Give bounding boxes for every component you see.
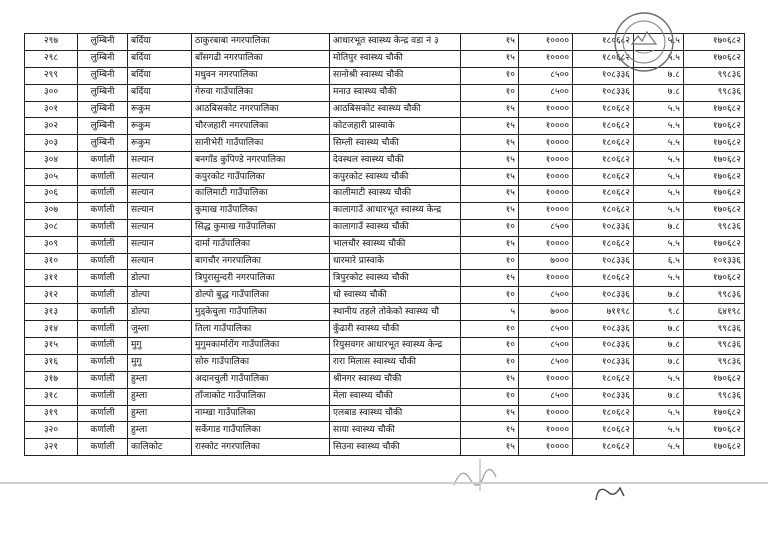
total-cell: १८०६८२ <box>573 236 634 253</box>
amount-cell: १७०६८२ <box>684 169 745 186</box>
count-cell: १० <box>461 338 519 355</box>
province-cell: कर्णाली <box>78 253 128 270</box>
district-cell: बर्दिया <box>128 50 192 67</box>
serial-number-cell: ३०३ <box>25 135 78 152</box>
serial-number-cell: ३०१ <box>25 101 78 118</box>
table-row <box>25 236 745 253</box>
province-cell: कर्णाली <box>78 236 128 253</box>
amount-cell: १७०६८२ <box>684 101 745 118</box>
province-cell: लुम्बिनी <box>78 118 128 135</box>
local-level-cell: सानीभेरी गाउँपालिका <box>192 135 330 152</box>
serial-number-cell: ३०२ <box>25 118 78 135</box>
local-level-cell: मुगुमकार्मारोंग गाउँपालिका <box>192 338 330 355</box>
facility-cell: साया स्वास्थ्य चौकी <box>330 422 461 439</box>
facility-cell: कोटजहारी प्रास्वाके <box>330 118 461 135</box>
table-row <box>25 118 745 135</box>
count-cell: १५ <box>461 50 519 67</box>
rate-cell: १०००० <box>519 186 573 203</box>
district-cell: हुम्ला <box>128 371 192 388</box>
local-level-cell: तिला गाउँपालिका <box>192 321 330 338</box>
rate-cell: ८५०० <box>519 388 573 405</box>
serial-number-cell: ३१२ <box>25 287 78 304</box>
amount-cell: १७०६८२ <box>684 34 745 51</box>
total-cell: १८०६८२ <box>573 152 634 169</box>
district-cell: बर्दिया <box>128 84 192 101</box>
total-cell: १८०६८२ <box>573 202 634 219</box>
facility-cell: कुँढारी स्वास्थ्य चौकी <box>330 321 461 338</box>
total-cell: १८०६८२ <box>573 371 634 388</box>
local-level-cell: अदानचुली गाउँपालिका <box>192 371 330 388</box>
amount-cell: १७०६८२ <box>684 50 745 67</box>
factor-cell: ७.८ <box>634 338 684 355</box>
facility-cell: मोतिपुर स्वास्थ्य चौकी <box>330 50 461 67</box>
rate-cell: ८५०० <box>519 287 573 304</box>
total-cell: १०८३३६ <box>573 67 634 84</box>
total-cell: १८०६८२ <box>573 439 634 456</box>
factor-cell: ६.५ <box>634 253 684 270</box>
total-cell: १०८३३६ <box>573 253 634 270</box>
count-cell: १५ <box>461 439 519 456</box>
table-row <box>25 338 745 355</box>
amount-cell: ९९८३६ <box>684 388 745 405</box>
count-cell: १५ <box>461 135 519 152</box>
amount-cell: १७०६८२ <box>684 371 745 388</box>
local-level-cell: चौरजहारी नगरपालिका <box>192 118 330 135</box>
count-cell: १५ <box>461 152 519 169</box>
district-cell: डोल्पा <box>128 287 192 304</box>
province-cell: कर्णाली <box>78 321 128 338</box>
total-cell: १८०६८२ <box>573 118 634 135</box>
district-cell: सल्यान <box>128 152 192 169</box>
count-cell: १५ <box>461 169 519 186</box>
local-level-cell: आठबिसकोट नगरपालिका <box>192 101 330 118</box>
factor-cell: ७.८ <box>634 219 684 236</box>
province-cell: लुम्बिनी <box>78 84 128 101</box>
total-cell: १०८३३६ <box>573 84 634 101</box>
district-cell: सल्यान <box>128 236 192 253</box>
factor-cell: ५.५ <box>634 236 684 253</box>
count-cell: १५ <box>461 118 519 135</box>
factor-cell: ५.५ <box>634 186 684 203</box>
local-level-cell: सोरु गाउँपालिका <box>192 354 330 371</box>
table-row <box>25 186 745 203</box>
local-level-cell: कालिमाटी गाउँपालिका <box>192 186 330 203</box>
facility-cell: कालागाउँ स्वास्थ्य चौकी <box>330 219 461 236</box>
page-divider <box>0 482 768 484</box>
table-body <box>25 34 745 456</box>
count-cell: १५ <box>461 371 519 388</box>
province-cell: कर्णाली <box>78 287 128 304</box>
amount-cell: १७०६८२ <box>684 202 745 219</box>
rate-cell: १०००० <box>519 101 573 118</box>
facility-cell: आठबिसकोट स्वास्थ्य चौकी <box>330 101 461 118</box>
facility-cell: कालागाउँ आधारभूत स्वास्थ्य केन्द्र <box>330 202 461 219</box>
rate-cell: १०००० <box>519 135 573 152</box>
factor-cell: ५.५ <box>634 371 684 388</box>
province-cell: कर्णाली <box>78 388 128 405</box>
amount-cell: ९९८३६ <box>684 338 745 355</box>
rate-cell: १०००० <box>519 202 573 219</box>
count-cell: १५ <box>461 101 519 118</box>
district-cell: हुम्ला <box>128 388 192 405</box>
facility-cell: धारमारे प्रास्वाके <box>330 253 461 270</box>
serial-number-cell: ३०० <box>25 84 78 101</box>
facility-cell: कालीमाटी स्वास्थ्य चौकी <box>330 186 461 203</box>
count-cell: १५ <box>461 34 519 51</box>
total-cell: १८०६८२ <box>573 50 634 67</box>
facility-cell: मेला स्वास्थ्य चौकी <box>330 388 461 405</box>
province-cell: कर्णाली <box>78 270 128 287</box>
factor-cell: ९.८ <box>634 304 684 321</box>
serial-number-cell: ३१५ <box>25 338 78 355</box>
factor-cell: ५.५ <box>634 34 684 51</box>
table-row <box>25 304 745 321</box>
serial-number-cell: ३१० <box>25 253 78 270</box>
province-cell: कर्णाली <box>78 354 128 371</box>
total-cell: १८०६८२ <box>573 405 634 422</box>
district-cell: हुम्ला <box>128 405 192 422</box>
rate-cell: ८५०० <box>519 321 573 338</box>
factor-cell: ७.८ <box>634 321 684 338</box>
amount-cell: १७०६८२ <box>684 439 745 456</box>
province-cell: कर्णाली <box>78 219 128 236</box>
total-cell: १८०६८२ <box>573 101 634 118</box>
allocation-table <box>24 33 745 456</box>
total-cell: ७११९८ <box>573 304 634 321</box>
count-cell: १० <box>461 219 519 236</box>
serial-number-cell: ३०८ <box>25 219 78 236</box>
province-cell: कर्णाली <box>78 405 128 422</box>
total-cell: १०८३३६ <box>573 287 634 304</box>
rate-cell: १०००० <box>519 50 573 67</box>
table-row <box>25 388 745 405</box>
province-cell: लुम्बिनी <box>78 67 128 84</box>
rate-cell: १०००० <box>519 422 573 439</box>
factor-cell: ५.५ <box>634 405 684 422</box>
rate-cell: १०००० <box>519 405 573 422</box>
serial-number-cell: २९७ <box>25 34 78 51</box>
serial-number-cell: ३०४ <box>25 152 78 169</box>
table-row <box>25 219 745 236</box>
province-cell: लुम्बिनी <box>78 34 128 51</box>
count-cell: १५ <box>461 405 519 422</box>
total-cell: १०८३३६ <box>573 338 634 355</box>
rate-cell: १०००० <box>519 236 573 253</box>
table-row <box>25 135 745 152</box>
count-cell: १० <box>461 253 519 270</box>
facility-cell: भालचौर स्वास्थ्य चौकी <box>330 236 461 253</box>
province-cell: कर्णाली <box>78 202 128 219</box>
rate-cell: १०००० <box>519 118 573 135</box>
count-cell: १५ <box>461 270 519 287</box>
facility-cell: सिम्ली स्वास्थ्य चौकी <box>330 135 461 152</box>
table-row <box>25 405 745 422</box>
serial-number-cell: ३२० <box>25 422 78 439</box>
serial-number-cell: ३०५ <box>25 169 78 186</box>
factor-cell: ७.८ <box>634 388 684 405</box>
official-seal-stamp <box>612 10 676 74</box>
serial-number-cell: ३०७ <box>25 202 78 219</box>
table-row <box>25 354 745 371</box>
amount-cell: १७०६८२ <box>684 270 745 287</box>
facility-cell: कपुरकोट स्वास्थ्य चौकी <box>330 169 461 186</box>
district-cell: जुम्ला <box>128 321 192 338</box>
amount-cell: १७०६८२ <box>684 422 745 439</box>
factor-cell: ५.५ <box>634 101 684 118</box>
district-cell: सल्यान <box>128 186 192 203</box>
serial-number-cell: ३१७ <box>25 371 78 388</box>
local-level-cell: मुड्केचुला गाउँपालिका <box>192 304 330 321</box>
local-level-cell: बागचौर नगरपालिका <box>192 253 330 270</box>
total-cell: १८०६८२ <box>573 270 634 287</box>
total-cell: १०८३३६ <box>573 354 634 371</box>
district-cell: मुगु <box>128 338 192 355</box>
facility-cell: एलबाड स्वास्थ्य चौकी <box>330 405 461 422</box>
total-cell: १८०६८२ <box>573 169 634 186</box>
local-level-cell: डोल्पो बुद्ध गाउँपालिका <box>192 287 330 304</box>
table-row <box>25 287 745 304</box>
rate-cell: ८५०० <box>519 84 573 101</box>
rate-cell: ८५०० <box>519 354 573 371</box>
factor-cell: ५.५ <box>634 152 684 169</box>
serial-number-cell: ३११ <box>25 270 78 287</box>
table-row <box>25 152 745 169</box>
district-cell: बर्दिया <box>128 34 192 51</box>
count-cell: १५ <box>461 186 519 203</box>
factor-cell: ५.५ <box>634 135 684 152</box>
facility-cell: रियुसवगर आधारभूत स्वास्थ्य केन्द्र <box>330 338 461 355</box>
factor-cell: ७.८ <box>634 84 684 101</box>
factor-cell: ५.५ <box>634 118 684 135</box>
table-row <box>25 84 745 101</box>
serial-number-cell: ३१६ <box>25 354 78 371</box>
rate-cell: १०००० <box>519 34 573 51</box>
signature-mark <box>450 455 510 495</box>
amount-cell: १७०६८२ <box>684 186 745 203</box>
factor-cell: ५.५ <box>634 169 684 186</box>
serial-number-cell: २९९ <box>25 67 78 84</box>
count-cell: १५ <box>461 236 519 253</box>
table-row <box>25 101 745 118</box>
facility-cell: श्रीनगर स्वास्थ्य चौकी <box>330 371 461 388</box>
rate-cell: १०००० <box>519 152 573 169</box>
factor-cell: ५.५ <box>634 202 684 219</box>
facility-cell: त्रिपुरकोट स्वास्थ्य चौकी <box>330 270 461 287</box>
total-cell: १०८३३६ <box>573 388 634 405</box>
amount-cell: १७०६८२ <box>684 152 745 169</box>
serial-number-cell: ३०६ <box>25 186 78 203</box>
amount-cell: ९९८३६ <box>684 321 745 338</box>
facility-cell: आधारभूत स्वास्थ्य केन्द्र वडा नं ३ <box>330 34 461 51</box>
total-cell: १८०६८२ <box>573 135 634 152</box>
district-cell: बर्दिया <box>128 67 192 84</box>
amount-cell: ६४१९८ <box>684 304 745 321</box>
facility-cell: रारा मिलास स्वास्थ्य चौकी <box>330 354 461 371</box>
rate-cell: १०००० <box>519 270 573 287</box>
amount-cell: १७०६८२ <box>684 405 745 422</box>
province-cell: कर्णाली <box>78 422 128 439</box>
province-cell: लुम्बिनी <box>78 135 128 152</box>
table-row <box>25 371 745 388</box>
local-level-cell: मधुवन नगरपालिका <box>192 67 330 84</box>
facility-cell: सिउना स्वास्थ्य चौकी <box>330 439 461 456</box>
table-row <box>25 422 745 439</box>
count-cell: १० <box>461 321 519 338</box>
local-level-cell: रास्कोट नगरपालिका <box>192 439 330 456</box>
serial-number-cell: ३२१ <box>25 439 78 456</box>
serial-number-cell: २९८ <box>25 50 78 67</box>
count-cell: १० <box>461 388 519 405</box>
total-cell: १८०६८२ <box>573 422 634 439</box>
factor-cell: ५.५ <box>634 439 684 456</box>
province-cell: कर्णाली <box>78 338 128 355</box>
rate-cell: १०००० <box>519 169 573 186</box>
count-cell: १० <box>461 84 519 101</box>
serial-number-cell: ३०९ <box>25 236 78 253</box>
province-cell: कर्णाली <box>78 371 128 388</box>
total-cell: १०८३३६ <box>573 219 634 236</box>
district-cell: मुगु <box>128 354 192 371</box>
province-cell: कर्णाली <box>78 186 128 203</box>
local-level-cell: ठाकुरबाबा नगरपालिका <box>192 34 330 51</box>
amount-cell: १०१३३६ <box>684 253 745 270</box>
rate-cell: ८५०० <box>519 219 573 236</box>
facility-cell: स्थानीय तहले तोकेको स्वास्थ्य चौ <box>330 304 461 321</box>
local-level-cell: सर्केगाड गाउँपालिका <box>192 422 330 439</box>
amount-cell: ९९८३६ <box>684 84 745 101</box>
serial-number-cell: ३१९ <box>25 405 78 422</box>
province-cell: कर्णाली <box>78 439 128 456</box>
district-cell: रूकुम <box>128 118 192 135</box>
table-row <box>25 169 745 186</box>
table-row <box>25 202 745 219</box>
local-level-cell: बनगाँड कुपिण्डे नगरपालिका <box>192 152 330 169</box>
amount-cell: १७०६८२ <box>684 118 745 135</box>
district-cell: डोल्पा <box>128 304 192 321</box>
facility-cell: मनाउ स्वास्थ्य चौकी <box>330 84 461 101</box>
district-cell: कालिकोट <box>128 439 192 456</box>
count-cell: ५ <box>461 304 519 321</box>
total-cell: १८०६८२ <box>573 186 634 203</box>
factor-cell: ५.५ <box>634 422 684 439</box>
district-cell: डोल्पा <box>128 270 192 287</box>
amount-cell: १७०६८२ <box>684 236 745 253</box>
district-cell: हुम्ला <box>128 422 192 439</box>
rate-cell: ८५०० <box>519 67 573 84</box>
serial-number-cell: ३१४ <box>25 321 78 338</box>
facility-cell: धो स्वास्थ्य चौकी <box>330 287 461 304</box>
province-cell: लुम्बिनी <box>78 101 128 118</box>
facility-cell: देवस्थल स्वास्थ्य चौकी <box>330 152 461 169</box>
amount-cell: ९९८३६ <box>684 287 745 304</box>
rate-cell: १०००० <box>519 371 573 388</box>
amount-cell: ९९८३६ <box>684 67 745 84</box>
table-row <box>25 270 745 287</box>
district-cell: रूकुम <box>128 101 192 118</box>
factor-cell: ७.८ <box>634 287 684 304</box>
local-level-cell: कपुरकोट गाउँपालिका <box>192 169 330 186</box>
table-row <box>25 253 745 270</box>
district-cell: सल्यान <box>128 169 192 186</box>
local-level-cell: गेरुवा गाउँपालिका <box>192 84 330 101</box>
count-cell: १५ <box>461 202 519 219</box>
province-cell: कर्णाली <box>78 152 128 169</box>
amount-cell: ९९८३६ <box>684 219 745 236</box>
serial-number-cell: ३१८ <box>25 388 78 405</box>
local-level-cell: त्रिपुरासुन्दरी नगरपालिका <box>192 270 330 287</box>
district-cell: सल्यान <box>128 219 192 236</box>
facility-cell: सानोश्री स्वास्थ्य चौकी <box>330 67 461 84</box>
total-cell: १०८३३६ <box>573 321 634 338</box>
local-level-cell: सिद्ध कुमाख गाउँपालिका <box>192 219 330 236</box>
factor-cell: ७.८ <box>634 354 684 371</box>
count-cell: १० <box>461 287 519 304</box>
factor-cell: ५.५ <box>634 50 684 67</box>
count-cell: १० <box>461 354 519 371</box>
count-cell: १५ <box>461 422 519 439</box>
amount-cell: ९९८३६ <box>684 354 745 371</box>
district-cell: रूकुम <box>128 135 192 152</box>
district-cell: सल्यान <box>128 253 192 270</box>
province-cell: कर्णाली <box>78 304 128 321</box>
local-level-cell: नाम्खा गाउँपालिका <box>192 405 330 422</box>
total-cell: १८०६८२ <box>573 34 634 51</box>
district-cell: सल्यान <box>128 202 192 219</box>
factor-cell: ५.५ <box>634 270 684 287</box>
rate-cell: ७००० <box>519 253 573 270</box>
rate-cell: ८५०० <box>519 338 573 355</box>
local-level-cell: दार्मा गाउँपालिका <box>192 236 330 253</box>
province-cell: कर्णाली <box>78 169 128 186</box>
count-cell: १० <box>461 67 519 84</box>
amount-cell: १७०६८२ <box>684 135 745 152</box>
local-level-cell: बाँसगढी नगरपालिका <box>192 50 330 67</box>
table-row <box>25 321 745 338</box>
table-row <box>25 439 745 456</box>
factor-cell: ७.८ <box>634 67 684 84</box>
rate-cell: १०००० <box>519 439 573 456</box>
local-level-cell: ताँजाकोट गाउँपालिका <box>192 388 330 405</box>
serial-number-cell: ३१३ <box>25 304 78 321</box>
local-level-cell: कुमाख गाउँपालिका <box>192 202 330 219</box>
province-cell: लुम्बिनी <box>78 50 128 67</box>
rate-cell: ७००० <box>519 304 573 321</box>
